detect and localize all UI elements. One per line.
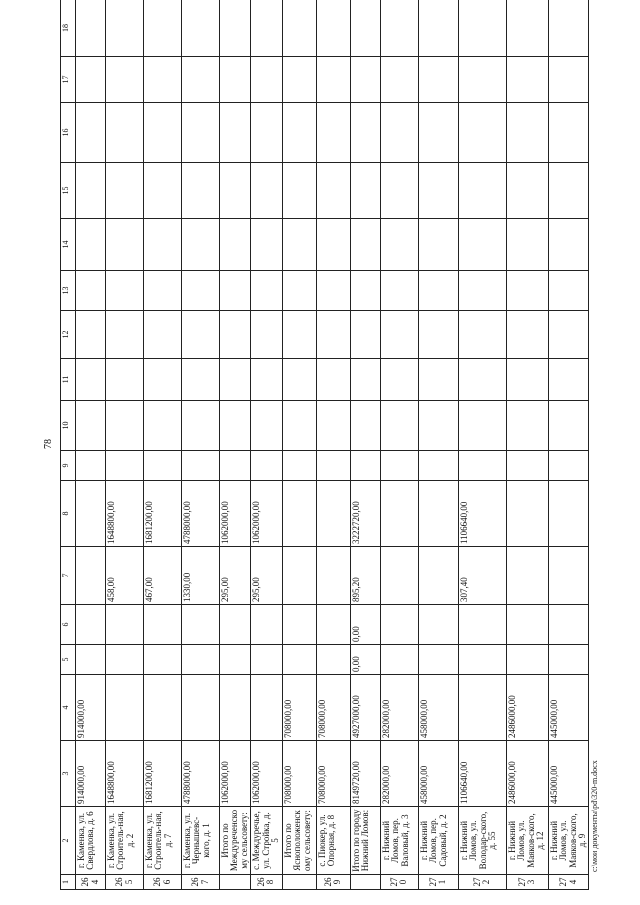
value-cell [350, 57, 380, 103]
value-cell [76, 481, 106, 547]
value-cell [220, 311, 251, 359]
address-cell: г. Каменка, ул. Строитель-ная, д. 2 [106, 807, 144, 875]
value-cell [144, 103, 182, 163]
value-cell [350, 311, 380, 359]
row-number-cell: 269 [316, 875, 350, 890]
value-cell [106, 103, 144, 163]
value-cell [418, 605, 458, 645]
value-cell [220, 219, 251, 271]
value-cell [220, 645, 251, 675]
column-number: 14 [61, 219, 76, 271]
value-cell: 1330,00 [182, 547, 220, 605]
value-cell [316, 0, 350, 57]
value-cell [251, 645, 282, 675]
value-cell [182, 103, 220, 163]
value-cell: 4927000,00 [350, 675, 380, 741]
value-cell [418, 219, 458, 271]
value-cell [350, 401, 380, 451]
value-cell [282, 0, 316, 57]
value-cell [106, 311, 144, 359]
value-cell [548, 0, 589, 57]
value-cell: 1648800,00 [106, 741, 144, 807]
value-cell: 295,00 [251, 547, 282, 605]
address-cell: с. Пиокер, ул. Опорная, д. 8 [316, 807, 350, 875]
value-cell [106, 401, 144, 451]
value-cell [76, 605, 106, 645]
value-cell [182, 0, 220, 57]
table-row [282, 0, 316, 890]
row-number-cell [282, 875, 316, 890]
value-cell [458, 605, 506, 645]
value-cell: 1062000,00 [251, 741, 282, 807]
value-cell: 282000,00 [380, 675, 418, 741]
value-cell: 307,40 [458, 547, 506, 605]
value-cell [106, 163, 144, 219]
address-cell: г. Нижний Ломов, пер. Валовый, д. 3 [380, 807, 418, 875]
value-cell [76, 0, 106, 57]
value-cell [106, 57, 144, 103]
table-row [418, 0, 458, 890]
value-cell [418, 481, 458, 547]
value-cell [220, 401, 251, 451]
value-cell [144, 311, 182, 359]
value-cell [182, 57, 220, 103]
value-cell [458, 311, 506, 359]
value-cell [350, 163, 380, 219]
value-cell [548, 103, 589, 163]
value-cell [282, 481, 316, 547]
value-cell [106, 645, 144, 675]
value-cell [380, 547, 418, 605]
value-cell [548, 547, 589, 605]
value-cell [350, 359, 380, 401]
value-cell [106, 271, 144, 311]
value-cell [182, 645, 220, 675]
value-cell: 1106640,00 [458, 741, 506, 807]
value-cell [380, 359, 418, 401]
value-cell [458, 451, 506, 481]
value-cell: 1648800,00 [106, 481, 144, 547]
value-cell [220, 163, 251, 219]
value-cell [106, 451, 144, 481]
value-cell [316, 311, 350, 359]
value-cell: 1062000,00 [220, 741, 251, 807]
value-cell [418, 359, 458, 401]
value-cell [220, 57, 251, 103]
value-cell [380, 103, 418, 163]
value-cell [76, 163, 106, 219]
value-cell [350, 451, 380, 481]
document-table-container [60, 20, 589, 890]
value-cell [418, 0, 458, 57]
value-cell [76, 401, 106, 451]
value-cell [144, 675, 182, 741]
value-cell: 2486000,00 [506, 675, 548, 741]
column-number: 1 [61, 875, 76, 890]
value-cell [316, 359, 350, 401]
value-cell [251, 103, 282, 163]
value-cell [106, 675, 144, 741]
column-number: 6 [61, 605, 76, 645]
value-cell [144, 645, 182, 675]
value-cell [418, 57, 458, 103]
row-number-cell: 266 [144, 875, 182, 890]
address-cell: г. Нижний Ломов, пер. Садовый, д. 2 [418, 807, 458, 875]
value-cell [380, 401, 418, 451]
value-cell [251, 401, 282, 451]
value-cell [418, 401, 458, 451]
value-cell [380, 451, 418, 481]
column-number: 17 [61, 57, 76, 103]
address-cell: Итого по Ясноположенскому сельсовету: [282, 807, 316, 875]
value-cell: 914000,00 [76, 675, 106, 741]
value-cell [506, 0, 548, 57]
value-cell [251, 675, 282, 741]
footer-file-path: c:\мои документы\pd\320-m.docx [590, 760, 599, 872]
table-row [144, 0, 182, 890]
value-cell [106, 219, 144, 271]
value-cell: 708000,00 [282, 741, 316, 807]
value-cell [251, 0, 282, 57]
value-cell [506, 481, 548, 547]
value-cell [251, 359, 282, 401]
table-row [350, 0, 380, 890]
column-number: 11 [61, 359, 76, 401]
row-number-cell: 265 [106, 875, 144, 890]
value-cell [548, 271, 589, 311]
value-cell [418, 451, 458, 481]
value-cell [380, 57, 418, 103]
value-cell: 445000,00 [548, 741, 589, 807]
value-cell [220, 359, 251, 401]
value-cell [548, 605, 589, 645]
value-cell [144, 271, 182, 311]
value-cell [506, 605, 548, 645]
value-cell [380, 605, 418, 645]
table-row [182, 0, 220, 890]
value-cell: 895,20 [350, 547, 380, 605]
value-cell: 8149720,00 [350, 741, 380, 807]
value-cell: 1681200,00 [144, 481, 182, 547]
table-row [380, 0, 418, 890]
value-cell [380, 219, 418, 271]
value-cell [418, 103, 458, 163]
value-cell [182, 401, 220, 451]
value-cell [76, 547, 106, 605]
value-cell [316, 57, 350, 103]
value-cell [251, 451, 282, 481]
value-cell [182, 675, 220, 741]
value-cell [316, 271, 350, 311]
value-cell: 3222720,00 [350, 481, 380, 547]
value-cell: 445000,00 [548, 675, 589, 741]
value-cell [282, 359, 316, 401]
value-cell [506, 645, 548, 675]
value-cell [316, 481, 350, 547]
address-cell: г. Каменка, ул. Строитель-ная, д. 7 [144, 807, 182, 875]
value-cell [251, 605, 282, 645]
value-cell [76, 103, 106, 163]
value-cell [350, 0, 380, 57]
value-cell: 1062000,00 [220, 481, 251, 547]
value-cell [418, 163, 458, 219]
value-cell [458, 0, 506, 57]
value-cell: 458000,00 [418, 675, 458, 741]
value-cell [144, 359, 182, 401]
value-cell: 467,00 [144, 547, 182, 605]
value-cell [458, 163, 506, 219]
value-cell [316, 547, 350, 605]
address-cell: Итого по Междуреченскому сельсовету: [220, 807, 251, 875]
value-cell [251, 219, 282, 271]
value-cell: 708000,00 [282, 675, 316, 741]
value-cell [220, 0, 251, 57]
table-row [458, 0, 506, 890]
value-cell [316, 401, 350, 451]
value-cell [144, 57, 182, 103]
value-cell [220, 675, 251, 741]
address-cell: Итого по городу Нижний Ломов: [350, 807, 380, 875]
value-cell [76, 219, 106, 271]
value-cell [144, 163, 182, 219]
value-cell [251, 311, 282, 359]
value-cell: 458000,00 [418, 741, 458, 807]
value-cell: 0,00 [350, 605, 380, 645]
row-number-cell: 267 [182, 875, 220, 890]
value-cell: 4788000,00 [182, 741, 220, 807]
value-cell [251, 163, 282, 219]
value-cell [316, 605, 350, 645]
value-cell [380, 163, 418, 219]
value-cell [548, 401, 589, 451]
value-cell: 1062000,00 [251, 481, 282, 547]
value-cell [182, 163, 220, 219]
value-cell [350, 219, 380, 271]
table-row [316, 0, 350, 890]
table-row [251, 0, 282, 890]
row-number-cell: 270 [380, 875, 418, 890]
column-number-row [61, 0, 76, 890]
column-number: 15 [61, 163, 76, 219]
address-cell: г. Каменка, ул. Свердлова, д. 6 [76, 807, 106, 875]
address-cell: г. Нижний Ломов, ул. Маяков-ского, д. 12 [506, 807, 548, 875]
value-cell [418, 311, 458, 359]
value-cell [548, 481, 589, 547]
value-cell [418, 645, 458, 675]
column-number: 9 [61, 451, 76, 481]
column-number: 16 [61, 103, 76, 163]
value-cell [458, 675, 506, 741]
column-number: 7 [61, 547, 76, 605]
address-cell: г. Каменка, ул. Чернышевс-кого, д. 1 [182, 807, 220, 875]
value-cell [144, 219, 182, 271]
value-cell [316, 451, 350, 481]
value-cell: 1681200,00 [144, 741, 182, 807]
value-cell [380, 481, 418, 547]
value-cell [506, 163, 548, 219]
value-cell [458, 219, 506, 271]
address-cell: г. Нижний Ломов, ул. Маяков-ского, д. 9 [548, 807, 589, 875]
value-cell [548, 359, 589, 401]
value-cell [282, 219, 316, 271]
value-cell [506, 271, 548, 311]
address-cell: с. Междуречье, ул. Стройка, д. 5 [251, 807, 282, 875]
value-cell: 458,00 [106, 547, 144, 605]
value-cell [182, 271, 220, 311]
table-row [106, 0, 144, 890]
value-cell [548, 645, 589, 675]
value-cell [458, 57, 506, 103]
value-cell [418, 271, 458, 311]
value-cell [506, 451, 548, 481]
value-cell [182, 359, 220, 401]
value-cell [251, 271, 282, 311]
value-cell [220, 271, 251, 311]
value-cell [182, 219, 220, 271]
value-cell [282, 311, 316, 359]
value-cell [282, 605, 316, 645]
value-cell [182, 311, 220, 359]
value-cell [548, 451, 589, 481]
value-cell: 1106640,00 [458, 481, 506, 547]
value-cell [506, 311, 548, 359]
row-number-cell [350, 875, 380, 890]
value-cell [106, 359, 144, 401]
row-number-cell: 273 [506, 875, 548, 890]
value-cell [506, 219, 548, 271]
column-number: 10 [61, 401, 76, 451]
table-row [506, 0, 548, 890]
document-table [60, 0, 589, 890]
table-row [548, 0, 589, 890]
table-row [220, 0, 251, 890]
value-cell [282, 163, 316, 219]
address-cell: г. Нижний Ломов, ул. Володар-ского, д. 55 [458, 807, 506, 875]
value-cell [316, 103, 350, 163]
table-row [76, 0, 106, 890]
value-cell [548, 163, 589, 219]
value-cell [506, 547, 548, 605]
value-cell: 708000,00 [316, 675, 350, 741]
value-cell [220, 103, 251, 163]
value-cell [282, 271, 316, 311]
value-cell [548, 219, 589, 271]
value-cell [350, 271, 380, 311]
value-cell [76, 57, 106, 103]
value-cell [316, 163, 350, 219]
value-cell [506, 57, 548, 103]
value-cell [282, 645, 316, 675]
value-cell [76, 271, 106, 311]
value-cell: 914000,00 [76, 741, 106, 807]
row-number-cell: 264 [76, 875, 106, 890]
value-cell [458, 103, 506, 163]
value-cell [76, 359, 106, 401]
value-cell [182, 451, 220, 481]
value-cell [380, 311, 418, 359]
value-cell [316, 645, 350, 675]
value-cell [548, 57, 589, 103]
row-number-cell: 274 [548, 875, 589, 890]
value-cell [106, 605, 144, 645]
value-cell [106, 0, 144, 57]
value-cell [548, 311, 589, 359]
value-cell [282, 57, 316, 103]
row-number-cell: 271 [418, 875, 458, 890]
value-cell [282, 103, 316, 163]
value-cell [316, 219, 350, 271]
value-cell [144, 0, 182, 57]
row-number-cell: 272 [458, 875, 506, 890]
value-cell: 282000,00 [380, 741, 418, 807]
value-cell [76, 311, 106, 359]
value-cell [182, 605, 220, 645]
value-cell: 4788000,00 [182, 481, 220, 547]
column-number: 12 [61, 311, 76, 359]
value-cell [282, 451, 316, 481]
value-cell [76, 645, 106, 675]
value-cell [506, 359, 548, 401]
value-cell [282, 401, 316, 451]
value-cell: 708000,00 [316, 741, 350, 807]
value-cell [251, 57, 282, 103]
column-number: 18 [61, 0, 76, 57]
column-number: 4 [61, 675, 76, 741]
value-cell [220, 605, 251, 645]
column-number: 3 [61, 741, 76, 807]
value-cell [458, 359, 506, 401]
value-cell [144, 605, 182, 645]
value-cell: 2486000,00 [506, 741, 548, 807]
value-cell [458, 401, 506, 451]
column-number: 5 [61, 645, 76, 675]
value-cell [380, 271, 418, 311]
value-cell [350, 103, 380, 163]
column-number: 13 [61, 271, 76, 311]
value-cell [144, 401, 182, 451]
value-cell [380, 645, 418, 675]
value-cell [506, 401, 548, 451]
value-cell [380, 0, 418, 57]
value-cell [458, 271, 506, 311]
row-number-cell: 268 [251, 875, 282, 890]
value-cell [220, 451, 251, 481]
row-number-cell [220, 875, 251, 890]
column-number: 2 [61, 807, 76, 875]
value-cell [506, 103, 548, 163]
value-cell: 0,00 [350, 645, 380, 675]
page-number: 78 [43, 439, 54, 449]
value-cell [76, 451, 106, 481]
value-cell: 295,00 [220, 547, 251, 605]
column-number: 8 [61, 481, 76, 547]
value-cell [418, 547, 458, 605]
value-cell [282, 547, 316, 605]
value-cell [458, 645, 506, 675]
value-cell [144, 451, 182, 481]
